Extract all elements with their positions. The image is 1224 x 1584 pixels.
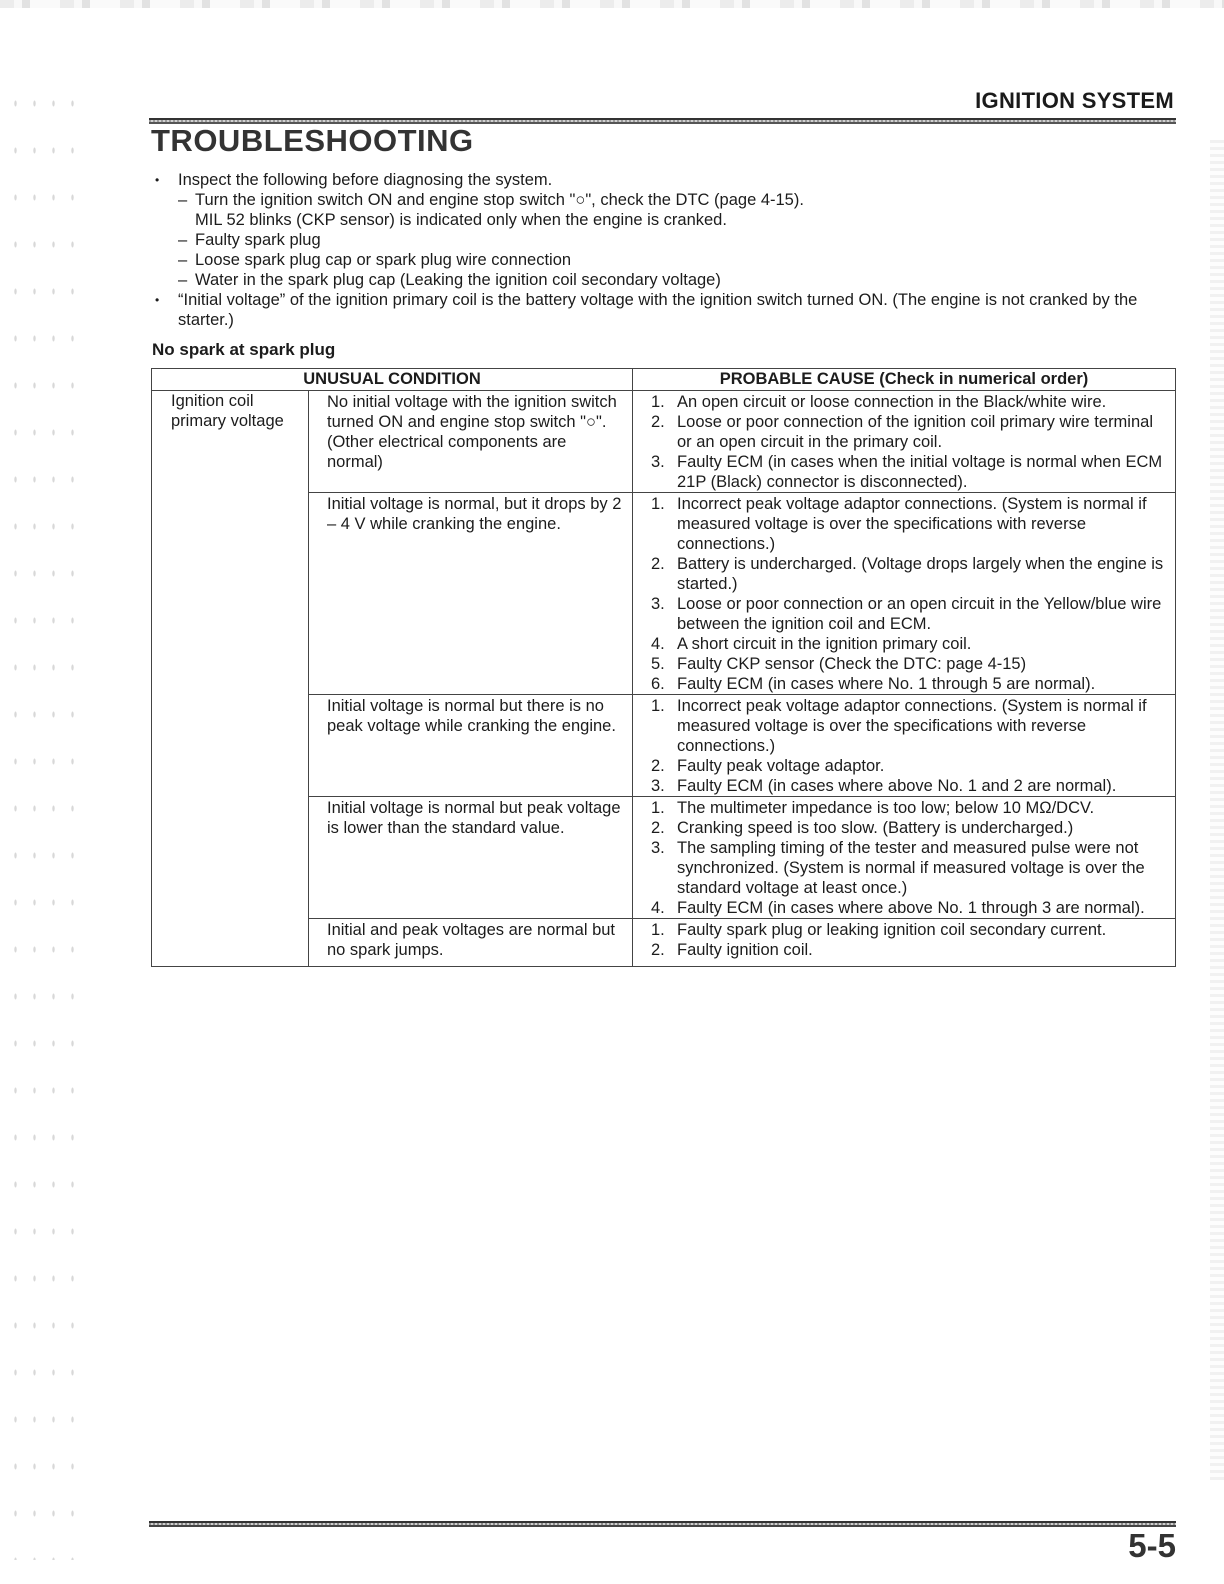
condition-cell: Initial voltage is normal, but it drops by 2 – 4 V while cranking the engine. (309, 493, 633, 695)
cause-number: 2. (651, 757, 665, 775)
cause-text: Incorrect peak voltage adaptor connections. (System is normal if measured voltage is over the specifications with reverse connections.) (677, 697, 1147, 755)
cause-text: Loose or poor connection or an open circuit in the Yellow/blue wire between the ignition coil and ECM. (677, 595, 1162, 633)
cause-item (651, 756, 1167, 776)
cause-cell (633, 797, 1176, 919)
cause-item (651, 696, 1167, 756)
cause-cell (633, 919, 1176, 967)
note-continuation: MIL 52 blinks (CKP sensor) is indicated only when the engine is cranked. (195, 211, 727, 229)
cause-text: Battery is undercharged. (Voltage drops largely when the engine is started.) (677, 555, 1164, 593)
cause-number: 5. (651, 655, 665, 673)
cause-number: 3. (651, 453, 665, 471)
note-dash-item: – Loose spark plug cap or spark plug wire connection (178, 250, 1185, 270)
cause-text: Faulty ECM (in cases when the initial voltage is normal when ECM 21P (Black) connector is disconnected). (677, 453, 1163, 491)
cause-item (651, 798, 1167, 818)
cause-text: Faulty ignition coil. (677, 941, 813, 959)
cause-item (651, 898, 1167, 918)
cause-text: Faulty ECM (in cases where above No. 1 through 3 are normal). (677, 899, 1145, 917)
cause-item (651, 654, 1167, 674)
cause-number: 2. (651, 413, 665, 431)
condition-cell: Initial voltage is normal but peak voltage is lower than the standard value. (309, 797, 633, 919)
cause-cell (633, 493, 1176, 695)
cause-number: 1. (651, 921, 665, 939)
condition-cell: Initial voltage is normal but there is no peak voltage while cranking the engine. (309, 695, 633, 797)
cause-number: 2. (651, 941, 665, 959)
note-bullet (155, 170, 1185, 290)
cause-number: 3. (651, 777, 665, 795)
table-header-row (152, 369, 1176, 391)
header-probable-cause: PROBABLE CAUSE (Check in numerical order) (633, 369, 1176, 391)
cause-item (651, 838, 1167, 898)
note-bullet (155, 290, 1185, 330)
cause-text: The sampling timing of the tester and measured pulse were not synchronized. (System is normal if measured voltage is over the standard voltage at least once.) (677, 839, 1145, 897)
cause-number: 1. (651, 697, 665, 715)
cause-item (651, 674, 1167, 694)
page-number: 5-5 (1128, 1527, 1176, 1564)
section-title: IGNITION SYSTEM (975, 88, 1174, 113)
cause-text: Faulty ECM (in cases where above No. 1 and 2 are normal). (677, 777, 1117, 795)
note-text: Inspect the following before diagnosing the system. (178, 171, 553, 189)
cause-item (651, 634, 1167, 654)
table-row (152, 391, 1176, 493)
cause-text: Faulty ECM (in cases where No. 1 through 5 are normal). (677, 675, 1096, 693)
header-unusual-condition: UNUSUAL CONDITION (152, 369, 633, 391)
cause-cell (633, 391, 1176, 493)
cause-list (651, 920, 1167, 960)
cause-list (651, 798, 1167, 918)
cause-number: 1. (651, 799, 665, 817)
cause-item (651, 818, 1167, 838)
cause-item (651, 554, 1167, 594)
cause-text: A short circuit in the ignition primary coil. (677, 635, 972, 653)
cause-text: An open circuit or loose connection in the Black/white wire. (677, 393, 1107, 411)
cause-item (651, 594, 1167, 634)
cause-item (651, 494, 1167, 554)
cause-item (651, 452, 1167, 492)
footer-rule (149, 1521, 1176, 1527)
condition-cell: Initial and peak voltages are normal but no spark jumps. (309, 919, 633, 967)
scan-artifact-right (1210, 140, 1224, 1480)
cause-item (651, 940, 1167, 960)
page-title: TROUBLESHOOTING (151, 123, 474, 158)
cause-text: Faulty peak voltage adaptor. (677, 757, 885, 775)
group-label: Ignition coil primary voltage (152, 391, 309, 967)
cause-number: 2. (651, 555, 665, 573)
scan-artifact-left (6, 80, 76, 1560)
cause-list (651, 494, 1167, 694)
note-dash-item: – Turn the ignition switch ON and engine stop switch "○", check the DTC (page 4-15). MIL 52 blinks (CKP sensor) is indicated only when the engine is cranked. (178, 190, 1185, 230)
troubleshooting-table (151, 368, 1176, 967)
cause-number: 4. (651, 635, 665, 653)
cause-number: 3. (651, 839, 665, 857)
condition-cell: No initial voltage with the ignition switch turned ON and engine stop switch "○". (Other electrical components are normal) (309, 391, 633, 493)
cause-cell (633, 695, 1176, 797)
note-text: “Initial voltage” of the ignition primary coil is the battery voltage with the ignition switch turned ON. (The engine is not cranked by the starter.) (178, 291, 1138, 329)
cause-item (651, 920, 1167, 940)
inspection-notes (155, 170, 1185, 330)
cause-text: Cranking speed is too slow. (Battery is undercharged.) (677, 819, 1074, 837)
cause-list (651, 696, 1167, 796)
cause-item (651, 392, 1167, 412)
note-dash-item: – Faulty spark plug (178, 230, 1185, 250)
symptom-heading: No spark at spark plug (152, 340, 336, 359)
cause-number: 4. (651, 899, 665, 917)
cause-item (651, 776, 1167, 796)
cause-item (651, 412, 1167, 452)
cause-number: 3. (651, 595, 665, 613)
note-dash-item: – Water in the spark plug cap (Leaking the ignition coil secondary voltage) (178, 270, 1185, 290)
cause-number: 6. (651, 675, 665, 693)
scan-artifact-top (0, 0, 1224, 8)
cause-text: Faulty CKP sensor (Check the DTC: page 4-15) (677, 655, 1027, 673)
cause-number: 1. (651, 495, 665, 513)
cause-number: 1. (651, 393, 665, 411)
cause-text: Incorrect peak voltage adaptor connections. (System is normal if measured voltage is over the specifications with reverse connections.) (677, 495, 1147, 553)
cause-text: Loose or poor connection of the ignition coil primary wire terminal or an open circuit in the primary coil. (677, 413, 1153, 451)
cause-number: 2. (651, 819, 665, 837)
cause-text: Faulty spark plug or leaking ignition coil secondary current. (677, 921, 1107, 939)
cause-text: The multimeter impedance is too low; below 10 MΩ/DCV. (677, 799, 1095, 817)
cause-list (651, 392, 1167, 492)
